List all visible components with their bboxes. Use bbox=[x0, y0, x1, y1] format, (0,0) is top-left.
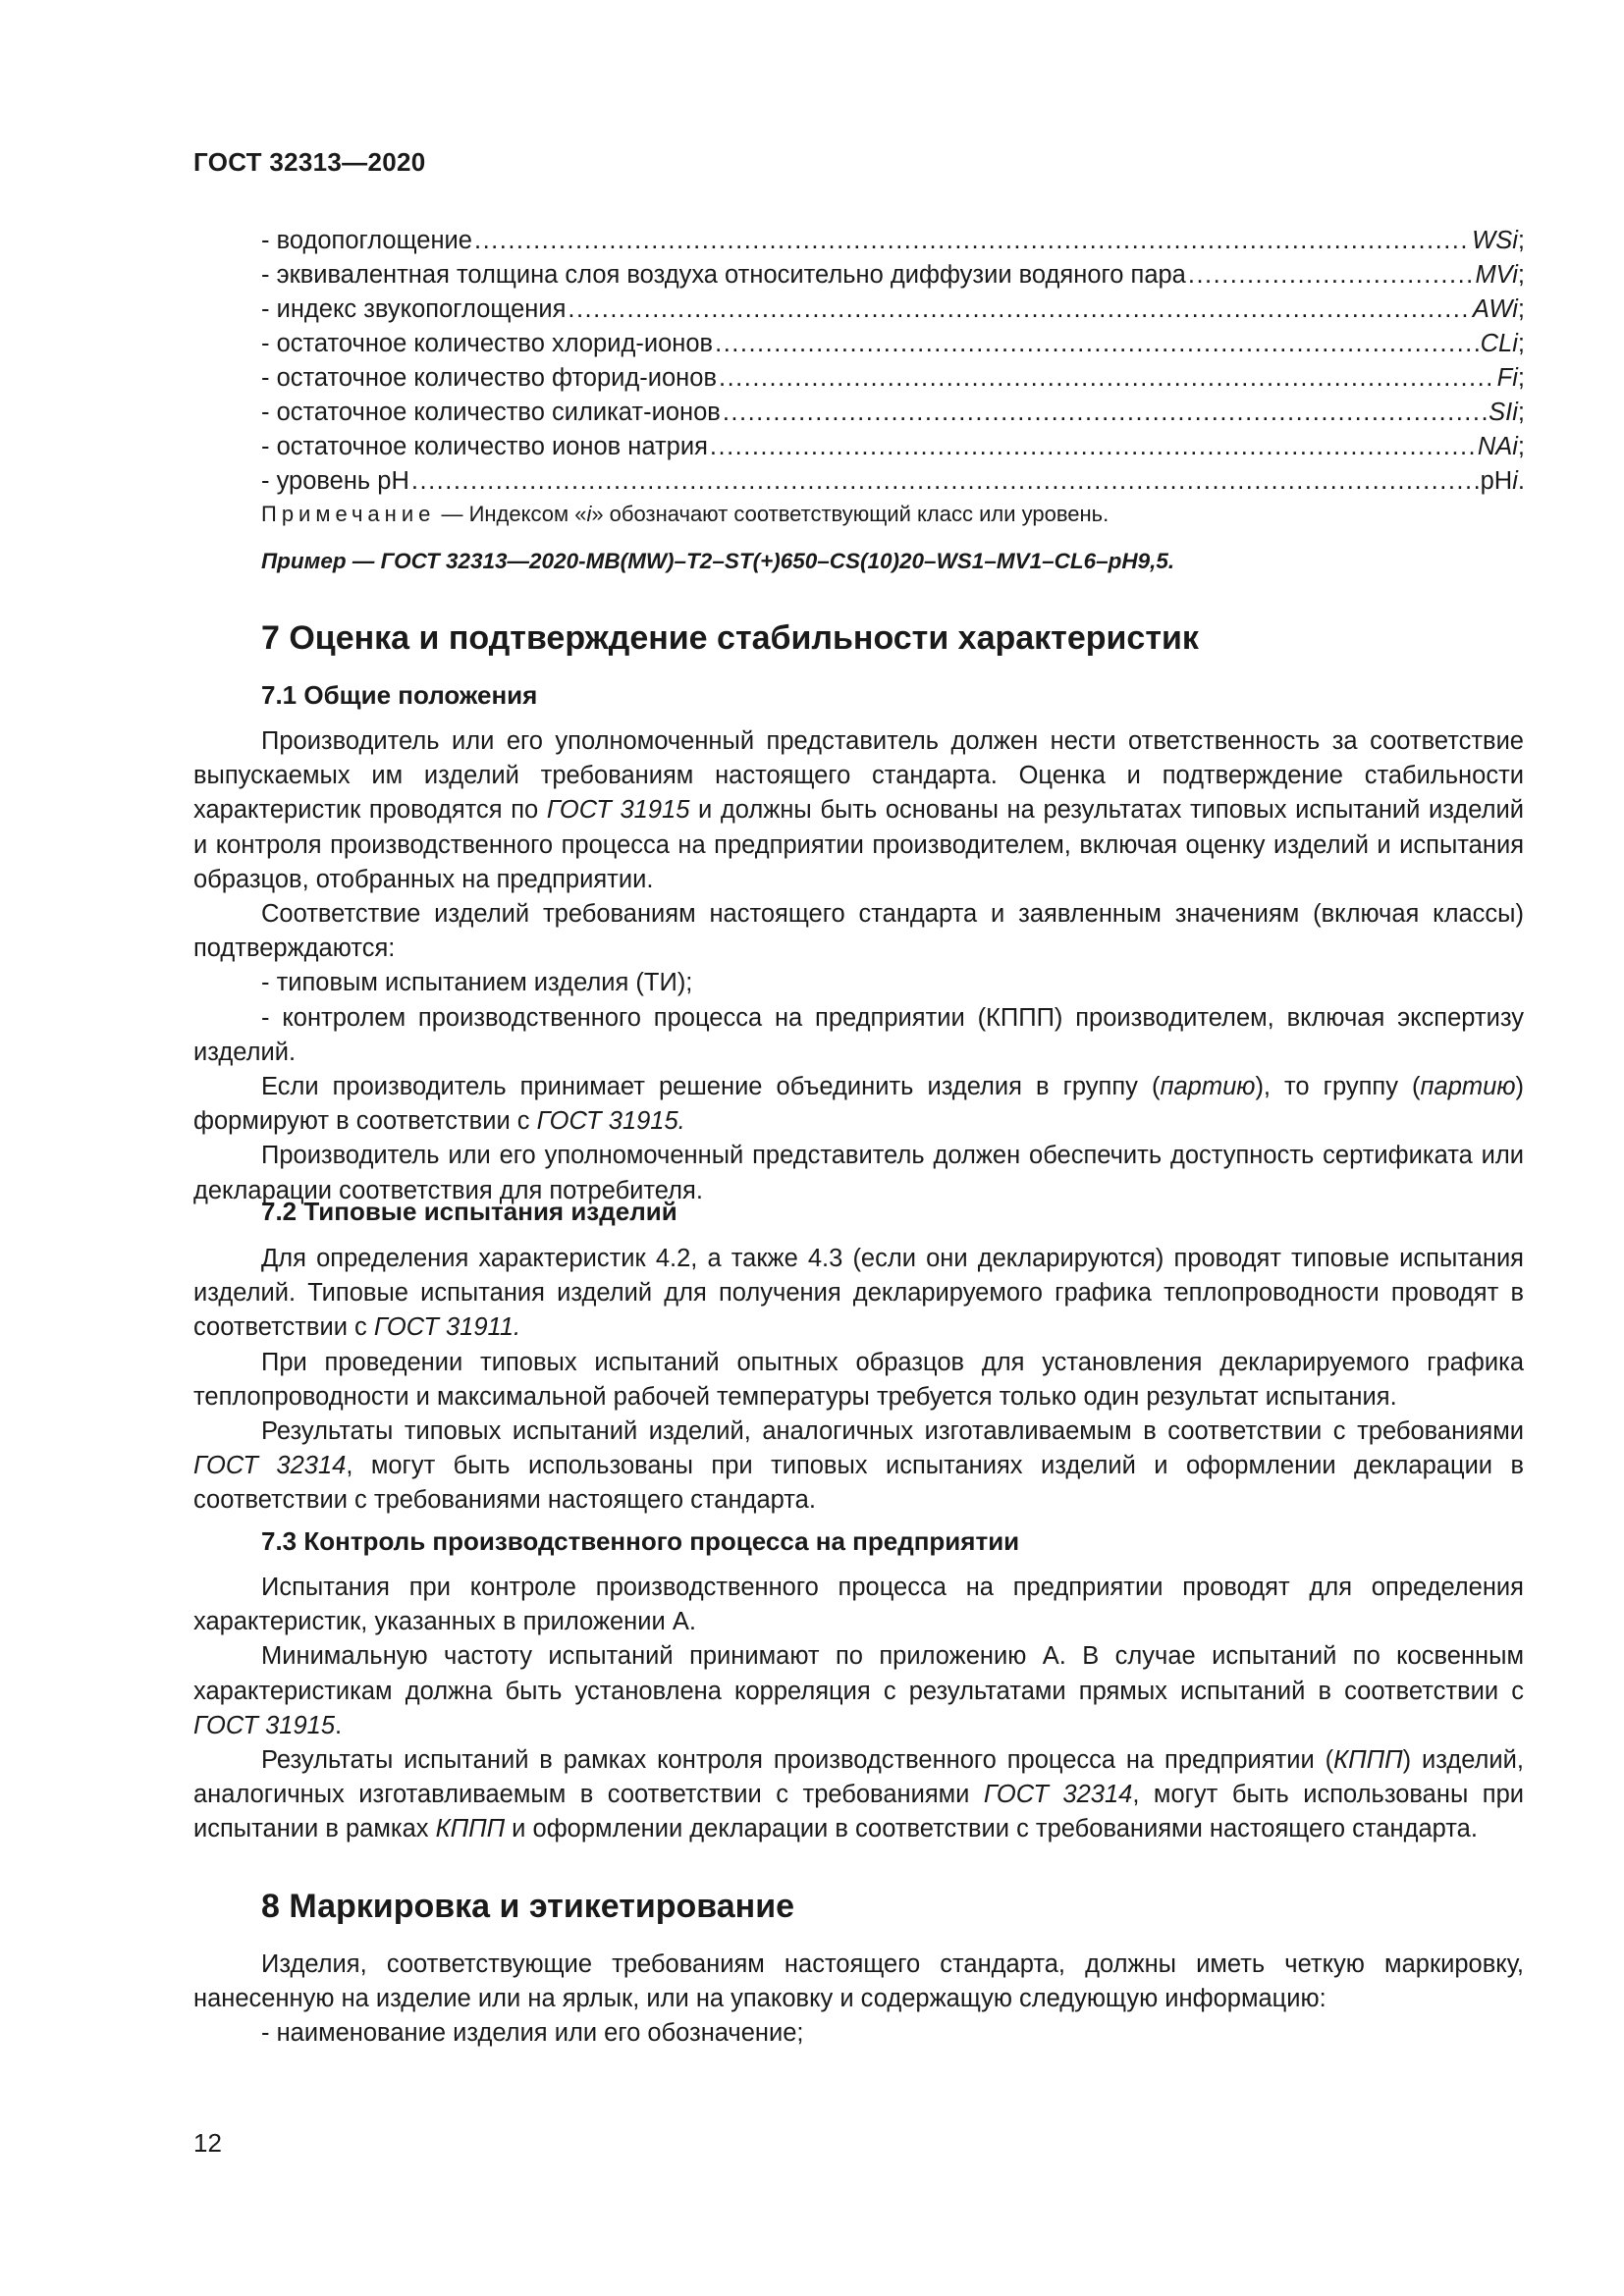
leader-dots bbox=[715, 327, 1479, 361]
paragraph: Результаты типовых испытаний изделий, аналогичных изготавливаемым в соответствии с требованиями ГОСТ 32314, могут быть использованы при типовых испытаниях изделий и оформлении декларации в соответствии с требованиями настоящего стандарта. bbox=[193, 1417, 1525, 1515]
note: Примечание — Индексом «i» обозначают соответствующий класс или уровень. bbox=[261, 502, 1110, 526]
leader-dots bbox=[723, 396, 1487, 430]
subsection-7-3-body bbox=[193, 1571, 1524, 1847]
designation-example: Пример — ГОСТ 32313—2020-MB(MW)–T2–ST(+)650–CS(10)20–WS1–MV1–CL6–pH9,5. bbox=[261, 549, 1175, 573]
paragraph: Минимальную частоту испытаний принимают по приложению А. В случае испытаний по косвенным характеристикам должна быть установлена корреляция с результатами прямых испытаний в соответствии с ГОСТ 31915. bbox=[193, 1642, 1524, 1739]
legend-row: - водопоглощение ..... WSi ; bbox=[261, 224, 1525, 258]
list-item: - типовым испытанием изделия (ТИ); bbox=[261, 969, 693, 997]
list-item: - наименование изделия или его обозначение; bbox=[261, 2019, 804, 2048]
section-7-heading: 7 Оценка и подтверждение стабильности характеристик bbox=[261, 619, 1199, 657]
document-header: ГОСТ 32313—2020 bbox=[193, 147, 426, 177]
section-8-body bbox=[193, 1948, 1524, 2052]
subsection-7-1-body bbox=[193, 724, 1524, 1208]
subsection-7-1-heading: 7.1 Общие положения bbox=[261, 680, 538, 710]
legend-row: - остаточное количество силикат-ионов ..... SIi ; bbox=[261, 396, 1525, 430]
legend-label: - индекс звукопоглощения bbox=[261, 295, 567, 323]
subsection-7-2-body bbox=[193, 1242, 1524, 1519]
leader-dots bbox=[411, 464, 1479, 499]
leader-dots bbox=[1188, 258, 1474, 293]
legend-row: - остаточное количество ионов натрия ..... NAi ; bbox=[261, 430, 1525, 464]
legend-row: - уровень рН ..... рН i . bbox=[261, 464, 1525, 499]
section-8-heading: 8 Маркировка и этикетирование bbox=[261, 1888, 795, 1925]
legend-symbol: i bbox=[1512, 467, 1518, 495]
paragraph: Соответствие изделий требованиям настоящего стандарта и заявленным значениям (включая классы) подтверждаются: bbox=[193, 900, 1524, 963]
legend-label: - остаточное количество ионов натрия bbox=[261, 433, 708, 460]
designation-legend bbox=[261, 224, 1525, 499]
paragraph: Для определения характеристик 4.2, а также 4.3 (если они декларируются) проводят типовые испытания изделий. Типовые испытания изделий для получения декларируемого графика теплопроводности проводят в соответствии с ГОСТ 31911. bbox=[193, 1245, 1524, 1342]
legend-label: - уровень рН bbox=[261, 467, 409, 495]
leader-dots bbox=[719, 361, 1495, 396]
subsection-7-2-heading: 7.2 Типовые испытания изделий bbox=[261, 1197, 677, 1226]
legend-symbol: MVi bbox=[1475, 261, 1518, 289]
legend-label: - эквивалентная толщина слоя воздуха относительно диффузии водяного пара bbox=[261, 261, 1186, 289]
legend-symbol: NAi bbox=[1477, 433, 1518, 460]
legend-symbol: SIi bbox=[1489, 399, 1518, 426]
leader-dots bbox=[568, 293, 1470, 327]
page-number: 12 bbox=[193, 2128, 222, 2158]
paragraph: Результаты испытаний в рамках контроля производственного процесса на предприятии (КППП) изделий, аналогичных изготавливаемым в соответствии с требованиями ГОСТ 32314, могут быть использованы при испытании в рамках КППП и оформлении декларации в соответствии с требованиями настоящего стандарта. bbox=[193, 1746, 1525, 1843]
paragraph: Испытания при контроле производственного процесса на предприятии проводят для определения характеристик, указанных в приложении А. bbox=[193, 1574, 1524, 1636]
legend-label: - остаточное количество силикат-ионов bbox=[261, 399, 721, 426]
legend-symbol-prefix: рН bbox=[1480, 467, 1513, 495]
legend-symbol: Fi bbox=[1496, 364, 1518, 392]
legend-symbol: WSi bbox=[1472, 227, 1518, 254]
leader-dots bbox=[710, 430, 1476, 464]
paragraph: Производитель или его уполномоченный представитель должен нести ответственность за соответствие выпускаемых им изделий требованиям настоящего стандарта. Оценка и подтверждение стабильности характеристик проводятся по ГОСТ 31915 и должны быть основаны на результатах типовых испытаний изделий и контроля производственного процесса на предприятии производителем, включая оценку изделий и испытания образцов, отобранных на предприятии. bbox=[193, 727, 1524, 893]
note-label: Примечание bbox=[261, 502, 436, 526]
legend-row: - остаточное количество фторид-ионов ..... Fi ; bbox=[261, 361, 1525, 396]
list-item: - контролем производственного процесса на предприятии (КППП) производителем, включая экспертизу изделий. bbox=[193, 1003, 1524, 1066]
paragraph: Производитель или его уполномоченный представитель должен обеспечить доступность сертификата или декларации соответствия для потребителя. bbox=[193, 1142, 1524, 1204]
legend-symbol: CLi bbox=[1480, 330, 1518, 357]
legend-label: - водопоглощение bbox=[261, 227, 472, 254]
legend-row: - индекс звукопоглощения ..... AWi ; bbox=[261, 293, 1525, 327]
legend-label: - остаточное количество хлорид-ионов bbox=[261, 330, 714, 357]
paragraph: При проведении типовых испытаний опытных образцов для установления декларируемого графика теплопроводности и максимальной рабочей температуры требуется только один результат испытания. bbox=[193, 1348, 1524, 1411]
paragraph: Если производитель принимает решение объединить изделия в группу (партию), то группу (партию) формируют в соответствии с ГОСТ 31915. bbox=[193, 1073, 1524, 1136]
legend-symbol: AWi bbox=[1472, 295, 1518, 323]
leader-dots bbox=[474, 224, 1470, 258]
paragraph: Изделия, соответствующие требованиям настоящего стандарта, должны иметь четкую маркировку, нанесенную на изделие или на ярлык, или на упаковку и содержащую следующую информацию: bbox=[193, 1950, 1524, 2013]
legend-row: - остаточное количество хлорид-ионов ..... CLi ; bbox=[261, 327, 1525, 361]
subsection-7-3-heading: 7.3 Контроль производственного процесса на предприятии bbox=[261, 1526, 1020, 1556]
legend-row: - эквивалентная толщина слоя воздуха относительно диффузии водяного пара ..... MVi ; bbox=[261, 258, 1525, 293]
legend-label: - остаточное количество фторид-ионов bbox=[261, 364, 717, 392]
